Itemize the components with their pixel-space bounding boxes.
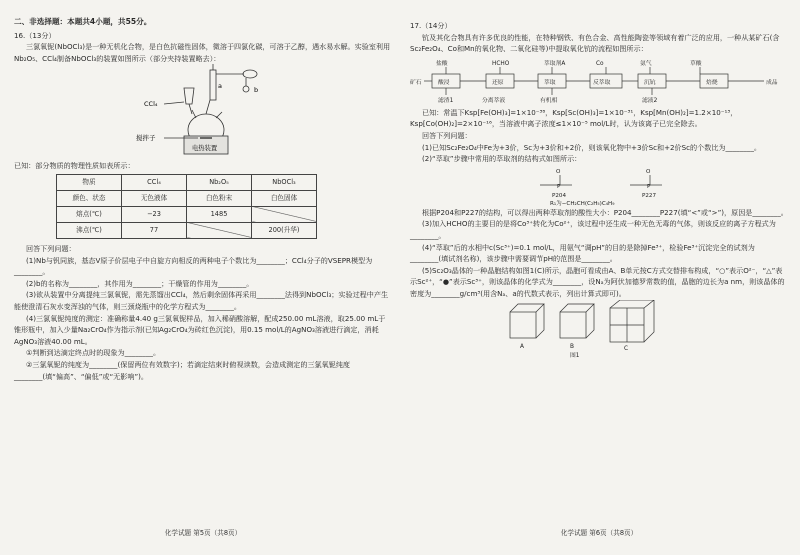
flow-byproduct: 滤液2 xyxy=(642,97,658,104)
q17-part2b: 根据P204和P227的结构，可以得出两种萃取剂的酸性大小：P204________P227(填“<”或“>”)，原因是________。 xyxy=(422,207,788,217)
cell-label: C xyxy=(624,345,629,352)
page-left xyxy=(14,8,392,548)
table-cell-slash xyxy=(252,206,317,222)
table-cell: 白色粉末 xyxy=(187,190,252,206)
table-cell-slash xyxy=(187,222,252,238)
svg-text:O: O xyxy=(556,168,561,175)
q17-intro: 钪及其化合物具有许多优良的性能，在特种钢铁、有色合金、高性能陶瓷等领域有着广泛的应用，一种从某矿石(含Sc₂Fe₂O₄、Co和Mn的氧化物、二氧化硅等)中提取氧化钪的流程如图所示： xyxy=(410,32,780,54)
flow-reagent: 盐酸 xyxy=(436,60,448,67)
apparatus-diagram xyxy=(14,64,392,160)
q16-part3: (3)欲从装置中分离提纯三氯氧铌，需先蒸馏出CCl₄，然后剩余固体再采用________法得到NbOCl₃；实验过程中产生能使澄清石灰水变浑浊的气体，则三颈烧瓶中的化学方程式为________。 xyxy=(14,290,389,311)
flow-byproduct: 分离萃液 xyxy=(482,97,506,104)
table-cell: −23 xyxy=(122,206,187,222)
q17-known: 已知：常温下Ksp[Fe(OH)₃]=1×10⁻³⁸，Ksp[Sc(OH)₃]=1×10⁻³¹，Ksp[Mn(OH)₂]=1.2×10⁻¹³，Ksp[Co(OH)₂]=2×10⁻¹⁶，当溶液中离子浓度≤1×10⁻⁵ mol/L时，认为该离子已完全除去。 xyxy=(410,107,738,129)
svg-text:P: P xyxy=(557,183,561,190)
cell-label: B xyxy=(570,343,574,350)
table-cell: 熔点(℃) xyxy=(57,206,122,222)
flow-step: 反萃取 xyxy=(593,79,611,86)
table-row xyxy=(57,174,317,190)
label-b: b xyxy=(254,86,259,95)
structure-note: R₁为−CH₂CH(C₂H₅)C₄H₉ xyxy=(550,200,615,207)
apparatus-figure xyxy=(14,64,392,160)
table-cell: 200(升华) xyxy=(252,222,317,238)
table-cell: Nb₂O₅ xyxy=(187,174,252,190)
table-row xyxy=(57,190,317,206)
flow-step: 萃取 xyxy=(544,79,556,86)
svg-text:P: P xyxy=(647,183,651,190)
process-flowchart xyxy=(410,57,788,105)
known-text: 已知：部分物质的物理性质如表所示： xyxy=(14,161,135,171)
flow-reagent: 草酸 xyxy=(690,60,702,67)
table-cell: 77 xyxy=(122,222,187,238)
flow-step: 沉钪 xyxy=(644,79,656,86)
flow-start: 矿石 xyxy=(410,79,422,86)
flow-reagent: Co xyxy=(596,60,604,67)
label-a: a xyxy=(218,82,222,91)
flow-step: 酸浸 xyxy=(438,79,450,86)
q16-part1: (1)Nb与钒同族，基态V原子价层电子中自旋方向相反的两种电子个数比为________；CCl₄分子的VSEPR模型为________。 xyxy=(14,255,373,277)
table-row xyxy=(57,222,317,238)
page-footer-left: 化学试题 第5页（共8页） xyxy=(164,529,242,538)
table-cell: 颜色、状态 xyxy=(57,190,122,206)
flow-reagent: 氨气 xyxy=(640,60,652,67)
q17-part1: (1)已知Sc₂Fe₂O₄中Fe为+3价，Sc为+3价和+2价，则该氧化物中+3价Sc和+2价Sc的个数比为________。 xyxy=(422,142,761,152)
flow-byproduct: 有机相 xyxy=(540,97,558,104)
structure-label: P204 xyxy=(552,192,567,199)
q17-part4: (4)“萃取”后的水相中c(Sc³⁺)=0.1 mol/L，用氨气“调pH”的目的是除掉Fe³⁺，检验Fe³⁺沉淀完全的试剂为________(填试剂名称)，该步骤中需要调节pH的范围是________。 xyxy=(410,242,755,264)
q17-header: 17.（14分） xyxy=(410,21,452,30)
q17-part3: (3)加入HCHO的主要目的是将Co³⁺转化为Co²⁺，该过程中还生成一种无色无毒的气体，则该反应的离子方程式为________。 xyxy=(410,219,776,240)
table-cell: 无色液体 xyxy=(122,190,187,206)
q16-intro: 三氯氧铌(NbOCl₃)是一种无机化合物，是白色抗磁性固体，微溶于四氯化碳，可溶于乙醇，遇水易水解。实验室利用Nb₂O₅、CCl₄制备NbOCl₃的装置如图所示（部分夹持装置略去）： xyxy=(14,42,391,63)
flow-reagent: 萃取剂A xyxy=(544,60,566,67)
table-cell: 白色固体 xyxy=(252,190,317,206)
q16-part2: (2)b的名称为________，其作用为________；干燥管的作用为________。 xyxy=(26,278,254,288)
table-row xyxy=(57,206,317,222)
flow-byproduct: 滤渣1 xyxy=(438,97,454,104)
label-ccl4: CCl₄ xyxy=(144,100,158,109)
table-cell: 1485 xyxy=(187,206,252,222)
answer-intro: 回答下列问题： xyxy=(26,243,76,253)
svg-text:O: O xyxy=(646,168,651,175)
table-cell: 物质 xyxy=(57,174,122,190)
section-title: 二、非选择题：本题共4小题，共55分。 xyxy=(14,17,152,26)
crystal-diagram xyxy=(410,300,788,358)
page-footer-right: 化学试题 第6页（共8页） xyxy=(560,529,638,538)
table-cell: NbOCl₃ xyxy=(252,174,317,190)
label-stirrer: 搅拌子 xyxy=(136,134,156,143)
answer-intro-right: 回答下列问题： xyxy=(422,130,472,140)
flow-reagent: HCHO xyxy=(492,60,510,67)
label-heater: 电热装置 xyxy=(192,145,218,153)
crystal-cell-figure xyxy=(410,300,788,358)
flow-step: 焙烧 xyxy=(706,79,718,86)
q16-part4: (4)三氯氧铌纯度的测定：准确称量4.40 g三氯氧铌样品，加入稀硝酸溶解，配成250.00 mL溶液，取25.00 mL于锥形瓶中，加入少量Na₂CrO₄作为指示剂(已知Ag₂CrO₄为砖红色沉淀)，用0.15 mol/L的AgNO₃溶液进行滴定，消耗AgNO₃溶液40.00 mL。 xyxy=(14,313,386,346)
q16-part4a: ①判断到达滴定终点时的现象为________。 xyxy=(26,348,161,358)
structure-diagram xyxy=(410,165,788,207)
table-cell: 沸点(℃) xyxy=(57,222,122,238)
extractant-structures xyxy=(410,165,788,207)
q16-header: 16.（13分） xyxy=(14,30,56,40)
cell-label: A xyxy=(520,343,524,350)
flowchart-diagram xyxy=(410,57,788,105)
q17-part5: (5)Sc₂O₃晶体的一种晶胞结构如图1(C)所示，晶胞可看成由A、B单元按C方式交替排布构成，“○”表示O²⁻，“△”表示Sc²⁺，“●”表示Sc³⁺，则该晶体的化学式为________，设Nₐ为阿伏加德罗常数的值，晶胞的边长为a nm，则该晶体的密度为________g/cm³(用含Nₐ、a的代数式表示，列出计算式即可)。 xyxy=(410,265,785,298)
flow-step: 还原 xyxy=(492,79,504,86)
q16-part4b: ②三氯氧铌的纯度为________(保留两位有效数字)；若滴定结束时俯视读数，会造成测定的三氯氧铌纯度________(填“偏高”、“偏低”或“无影响”)。 xyxy=(14,359,351,381)
table-cell: CCl₄ xyxy=(122,174,187,190)
page-right xyxy=(410,8,788,548)
q17-part2: (2)“萃取”步骤中常用的萃取剂的结构式如图所示： xyxy=(422,154,582,164)
structure-label: P227 xyxy=(642,192,657,199)
flow-end: 成品 xyxy=(766,79,778,86)
property-table xyxy=(56,174,317,239)
figure-caption: 图1 xyxy=(570,352,580,358)
